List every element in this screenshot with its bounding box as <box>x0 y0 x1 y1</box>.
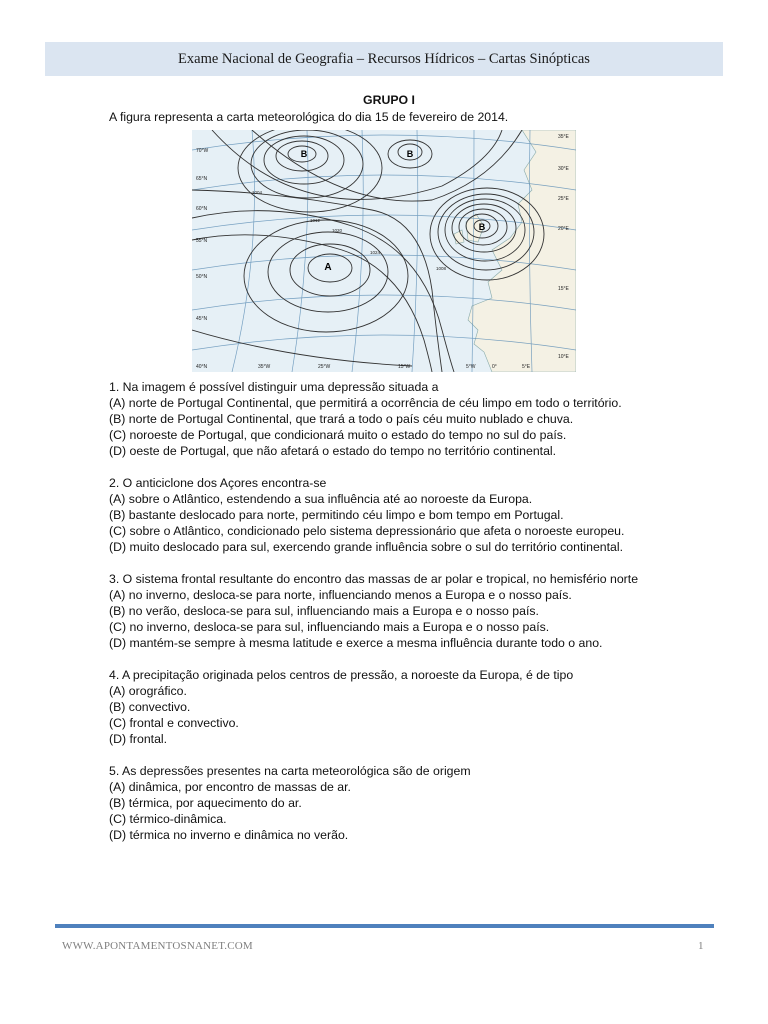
option-c: (C) frontal e convectivo. <box>109 716 239 730</box>
question-1 <box>109 379 669 459</box>
isobar-label: 1012 <box>310 218 321 223</box>
isobar-label: 1004 <box>252 190 263 195</box>
option-c: (C) sobre o Atlântico, condicionado pelo sistema depressionário que afeta o noroeste europeu. <box>109 524 625 538</box>
question-text: 5. As depressões presentes na carta meteorológica são de origem <box>109 764 471 778</box>
question-4 <box>109 667 669 747</box>
option-d: (D) muito deslocado para sul, exercendo grande influência sobre o sul do território continental. <box>109 540 624 554</box>
map-high: A <box>324 262 332 273</box>
question-3 <box>109 571 669 651</box>
lat-label: 60°N <box>196 206 208 212</box>
option-a: (A) norte de Portugal Continental, que permitirá a ocorrência de céu limpo em todo o território. <box>109 396 622 410</box>
group-intro: A figura representa a carta meteorológica do dia 15 de fevereiro de 2014. <box>109 110 509 124</box>
lon-label: 5°W <box>466 364 476 370</box>
map-low-nw: B <box>300 149 308 159</box>
option-b: (B) convectivo. <box>109 700 191 714</box>
footer-divider <box>55 924 714 928</box>
option-b: (B) norte de Portugal Continental, que trará a todo o país céu muito nublado e chuva. <box>109 412 574 426</box>
page-title: Exame Nacional de Geografia – Recursos Hídricos – Cartas Sinópticas <box>178 51 590 67</box>
question-text: 1. Na imagem é possível distinguir uma depressão situada a <box>109 380 439 394</box>
option-a: (A) sobre o Atlântico, estendendo a sua influência até ao noroeste da Europa. <box>109 492 533 506</box>
option-a: (A) no inverno, desloca-se para norte, influenciando menos a Europa e o nosso país. <box>109 588 572 602</box>
lat-label: 40°N <box>196 364 208 370</box>
question-text: 4. A precipitação originada pelos centros de pressão, a noroeste da Europa, é de tipo <box>109 668 574 682</box>
group-section <box>109 92 669 125</box>
option-b: (B) bastante deslocado para norte, permitindo céu limpo e bom tempo em Portugal. <box>109 508 564 522</box>
option-d: (D) oeste de Portugal, que não afetará o estado do tempo no território continental. <box>109 444 557 458</box>
lat-label-right: 15°E <box>558 286 569 292</box>
lon-label: 15°W <box>398 364 411 370</box>
question-list <box>109 379 669 843</box>
lat-label-right: 25°E <box>558 196 569 202</box>
option-b: (B) no verão, desloca-se para sul, influenciando mais a Europa e o nosso país. <box>109 604 539 618</box>
option-a: (A) dinâmica, por encontro de massas de ar. <box>109 780 351 794</box>
map-low-ne: B <box>478 222 486 232</box>
option-d: (D) frontal. <box>109 732 168 746</box>
isobar-label: 1024 <box>370 250 381 255</box>
lon-label: 35°W <box>258 364 271 370</box>
question-2 <box>109 475 669 555</box>
map-low-n: B <box>406 149 414 159</box>
option-c: (C) no inverno, desloca-se para sul, influenciando mais a Europa e o nosso país. <box>109 620 550 634</box>
synoptic-chart <box>192 130 576 372</box>
lat-label: 55°N <box>196 238 208 244</box>
option-d: (D) mantém-se sempre à mesma latitude e exerce a mesma influência durante todo o ano. <box>109 636 603 650</box>
footer-site: WWW.APONTAMENTOSNANET.COM <box>62 940 253 952</box>
question-text: 2. O anticiclone dos Açores encontra-se <box>109 476 327 490</box>
isobar-label: 1008 <box>436 266 447 271</box>
isobar-label: 1020 <box>332 228 343 233</box>
lat-label-right: 10°E <box>558 354 569 360</box>
option-c: (C) noroeste de Portugal, que condicionará muito o estado do tempo no sul do país. <box>109 428 567 442</box>
option-b: (B) térmica, por aquecimento do ar. <box>109 796 302 810</box>
option-c: (C) térmico-dinâmica. <box>109 812 227 826</box>
lon-label: 5°E <box>522 364 531 370</box>
question-text: 3. O sistema frontal resultante do encontro das massas de ar polar e tropical, no hemisfério norte <box>109 572 639 586</box>
option-d: (D) térmica no inverno e dinâmica no verão. <box>109 828 349 842</box>
lat-label-right: 35°E <box>558 134 569 140</box>
lat-label-right: 30°E <box>558 166 569 172</box>
group-title: GRUPO I <box>363 93 415 107</box>
lat-label: 50°N <box>196 274 208 280</box>
page-number: 1 <box>698 940 704 952</box>
question-5 <box>109 763 669 843</box>
lat-label: 65°N <box>196 176 208 182</box>
header-band <box>45 42 723 76</box>
lon-label: 0° <box>492 364 497 370</box>
lat-label: 45°N <box>196 316 208 322</box>
lat-label: 70°W <box>196 148 209 154</box>
option-a: (A) orográfico. <box>109 684 187 698</box>
lat-label-right: 20°E <box>558 226 569 232</box>
lon-label: 25°W <box>318 364 331 370</box>
